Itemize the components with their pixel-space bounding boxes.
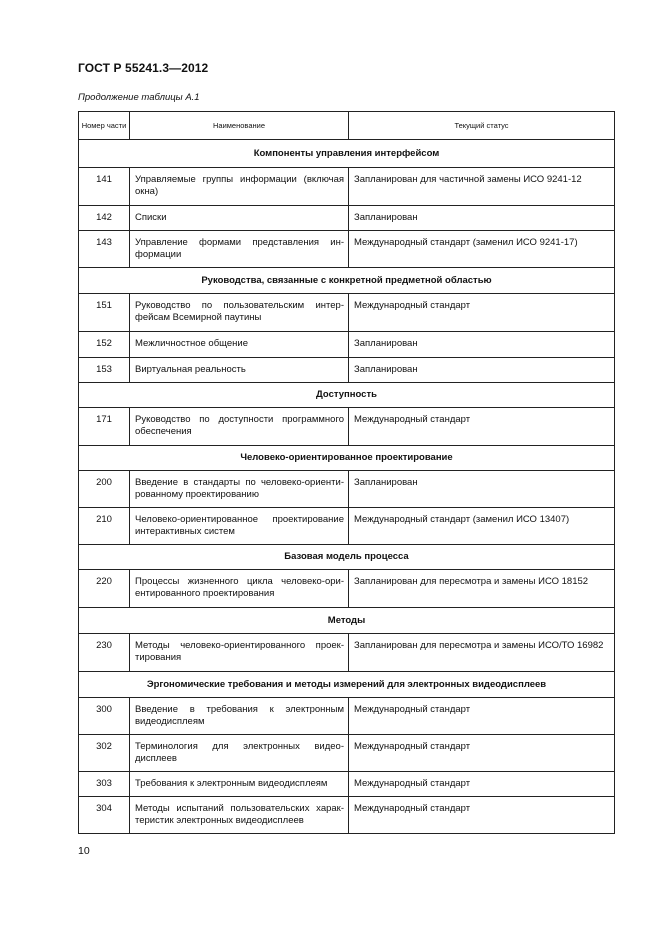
section-title: Компоненты управления интерфейсом <box>79 140 615 168</box>
part-status: Запланирован для пересмотра и замены ИСО/ТО 16982 <box>349 634 615 672</box>
table-row <box>79 294 615 332</box>
part-number: 304 <box>79 797 130 834</box>
table-row <box>79 206 615 231</box>
table-row <box>79 570 615 608</box>
standards-table <box>78 111 615 834</box>
table-header-row <box>79 112 615 140</box>
part-number: 171 <box>79 408 130 446</box>
part-number: 200 <box>79 471 130 508</box>
section-row <box>79 672 615 698</box>
header-number: Номер части <box>79 112 130 140</box>
table-row <box>79 358 615 383</box>
part-status: Международный стандарт (заменил ИСО 9241-17) <box>349 231 615 268</box>
part-name: Методы испытаний пользовательских характеристик электронных видеодисплеев <box>130 797 349 834</box>
section-row <box>79 383 615 408</box>
section-row <box>79 268 615 294</box>
section-title: Руководства, связанные с конкретной предметной областью <box>79 268 615 294</box>
header-status: Текущий статус <box>349 112 615 140</box>
part-name: Управляемые группы информации (включая окна) <box>130 168 349 206</box>
part-name: Методы человеко-ориентированного проектирования <box>130 634 349 672</box>
table-row <box>79 797 615 834</box>
part-number: 142 <box>79 206 130 231</box>
part-status: Запланирован для частичной замены ИСО 9241-12 <box>349 168 615 206</box>
part-name: Человеко-ориентированное проектирование интерактивных систем <box>130 508 349 545</box>
section-row <box>79 608 615 634</box>
part-name: Управление формами представления информации <box>130 231 349 268</box>
table-caption: Продолжение таблицы А.1 <box>78 92 200 103</box>
part-name: Процессы жизненного цикла человеко-ориентированного проектирования <box>130 570 349 608</box>
part-name: Требования к электронным видеодисплеям <box>130 772 349 797</box>
part-status: Международный стандарт <box>349 408 615 446</box>
part-status: Запланирован <box>349 332 615 358</box>
part-status: Запланирован <box>349 358 615 383</box>
part-number: 151 <box>79 294 130 332</box>
part-number: 220 <box>79 570 130 608</box>
part-name: Межличностное общение <box>130 332 349 358</box>
part-name: Руководство по доступности программного обеспечения <box>130 408 349 446</box>
part-status: Международный стандарт <box>349 735 615 772</box>
part-status: Международный стандарт (заменил ИСО 13407) <box>349 508 615 545</box>
table-row <box>79 634 615 672</box>
part-name: Списки <box>130 206 349 231</box>
section-title: Человеко-ориентированное проектирование <box>79 446 615 471</box>
part-status: Международный стандарт <box>349 797 615 834</box>
part-name: Руководство по пользовательским интерфейсам Всемирной паутины <box>130 294 349 332</box>
part-number: 210 <box>79 508 130 545</box>
section-row <box>79 140 615 168</box>
part-number: 303 <box>79 772 130 797</box>
document-title: ГОСТ Р 55241.3—2012 <box>78 61 209 75</box>
part-name: Терминология для электронных видеодисплеев <box>130 735 349 772</box>
part-number: 300 <box>79 698 130 735</box>
part-status: Международный стандарт <box>349 294 615 332</box>
table-row <box>79 408 615 446</box>
section-title: Методы <box>79 608 615 634</box>
table-row <box>79 508 615 545</box>
table-row <box>79 772 615 797</box>
part-status: Международный стандарт <box>349 772 615 797</box>
part-status: Запланирован <box>349 206 615 231</box>
table-row <box>79 332 615 358</box>
section-row <box>79 545 615 570</box>
part-number: 230 <box>79 634 130 672</box>
section-title: Эргономические требования и методы измерений для электронных видеодисплеев <box>79 672 615 698</box>
part-number: 302 <box>79 735 130 772</box>
part-number: 141 <box>79 168 130 206</box>
part-status: Запланирован <box>349 471 615 508</box>
part-name: Введение в требования к электронным видеодисплеям <box>130 698 349 735</box>
part-status: Международный стандарт <box>349 698 615 735</box>
part-name: Введение в стандарты по человеко-ориентированному проектированию <box>130 471 349 508</box>
table-row <box>79 735 615 772</box>
part-status: Запланирован для пересмотра и замены ИСО 18152 <box>349 570 615 608</box>
part-number: 152 <box>79 332 130 358</box>
section-row <box>79 446 615 471</box>
header-name: Наименование <box>130 112 349 140</box>
table-row <box>79 168 615 206</box>
section-title: Доступность <box>79 383 615 408</box>
table-row <box>79 471 615 508</box>
table-row <box>79 231 615 268</box>
table-row <box>79 698 615 735</box>
part-number: 153 <box>79 358 130 383</box>
section-title: Базовая модель процесса <box>79 545 615 570</box>
part-number: 143 <box>79 231 130 268</box>
part-name: Виртуальная реальность <box>130 358 349 383</box>
page-number: 10 <box>78 845 90 857</box>
